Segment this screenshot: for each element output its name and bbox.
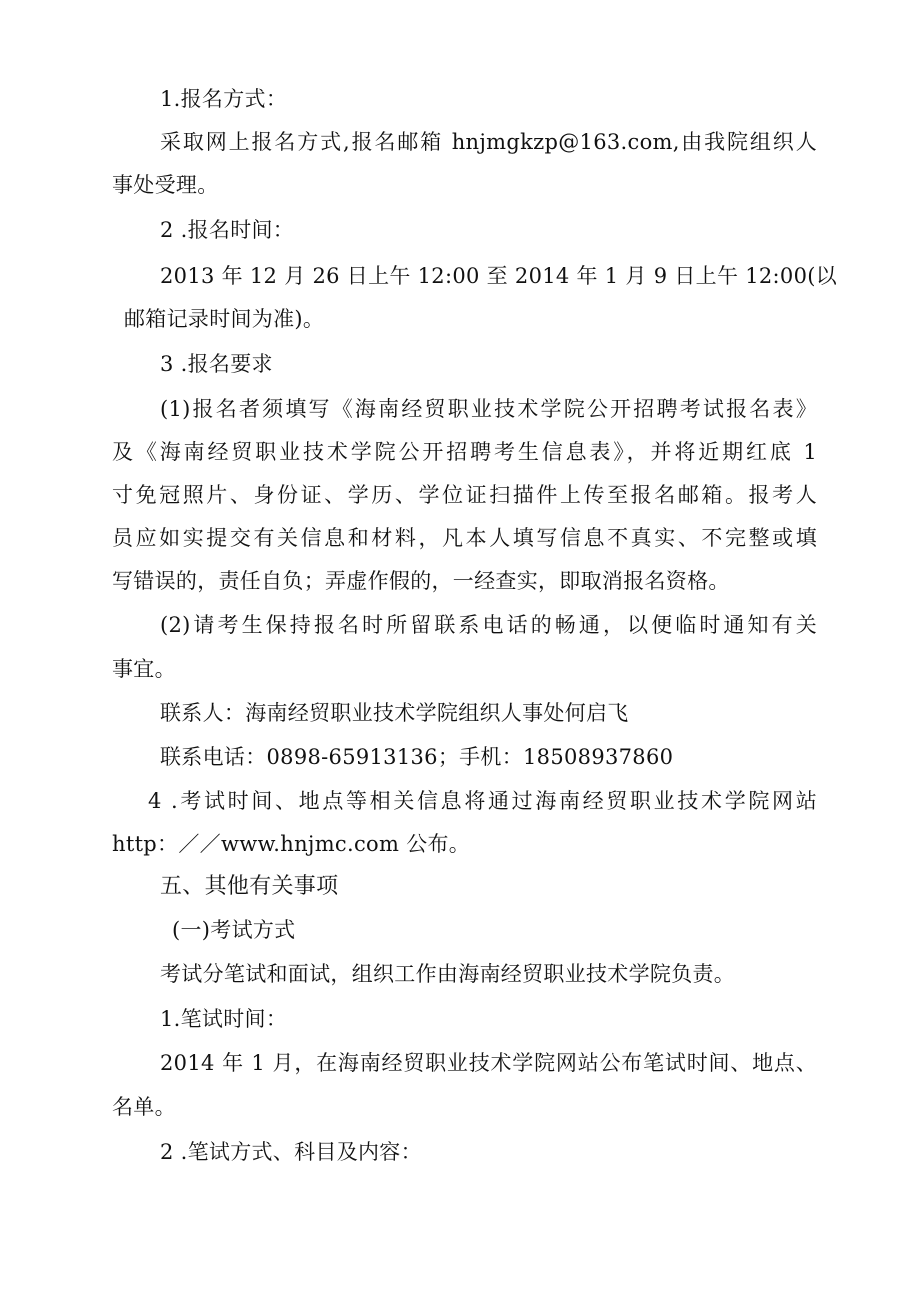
item-written-exam-format: 2 .笔试方式、科目及内容： [160,1140,422,1164]
item-written-exam-time: 1.笔试时间： [160,1007,288,1031]
registration-time-text-line-2: 邮箱记录时间为准)。 [124,307,325,331]
registration-method-text-line-2: 事处受理。 [112,173,219,197]
requirement-1-line-4: 员应如实提交有关信息和材料，凡本人填写信息不真实、不完整或填 [112,526,817,550]
written-exam-time-line-1: 2014 年 1 月，在海南经贸职业技术学院网站公布笔试时间、地点、 [160,1051,817,1075]
item-registration-requirements: 3 .报名要求 [160,352,273,376]
item-registration-method: 1.报名方式： [160,87,288,111]
item-exam-info-line-2: http：／／www.hnjmc.com 公布。 [112,832,471,856]
contact-person: 联系人：海南经贸职业技术学院组织人事处何启飞 [160,701,629,725]
subsection-exam-method: (一)考试方式 [172,918,296,942]
exam-method-text: 考试分笔试和面试，组织工作由海南经贸职业技术学院负责。 [160,962,736,986]
registration-time-text-line-1: 2013 年 12 月 26 日上午 12:00 至 2014 年 1 月 9 日上午 12:00(以 [160,264,838,288]
section-heading-other-matters: 五、其他有关事项 [160,874,339,899]
requirement-1-line-1: (1)报名者须填写《海南经贸职业技术学院公开招聘考试报名表》 [160,397,817,421]
requirement-1-line-2: 及《海南经贸职业技术学院公开招聘考生信息表》，并将近期红底 1 [112,440,817,464]
item-exam-info-line-1: 4 .考试时间、地点等相关信息将通过海南经贸职业技术学院网站 [148,789,817,813]
requirement-2-line-2: 事宜。 [112,657,176,681]
requirement-1-line-5: 写错误的，责任自负；弄虚作假的，一经查实，即取消报名资格。 [112,569,730,593]
item-registration-time: 2 .报名时间： [160,218,295,242]
registration-method-text-line-1: 采取网上报名方式,报名邮箱 hnjmgkzp@163.com,由我院组织人 [160,130,817,154]
requirement-2-line-1: (2)请考生保持报名时所留联系电话的畅通，以便临时通知有关 [160,613,817,637]
written-exam-time-line-2: 名单。 [112,1095,176,1119]
requirement-1-line-3: 寸免冠照片、身份证、学历、学位证扫描件上传至报名邮箱。报考人 [112,483,817,507]
contact-phone: 联系电话：0898-65913136；手机：18508937860 [160,745,674,769]
